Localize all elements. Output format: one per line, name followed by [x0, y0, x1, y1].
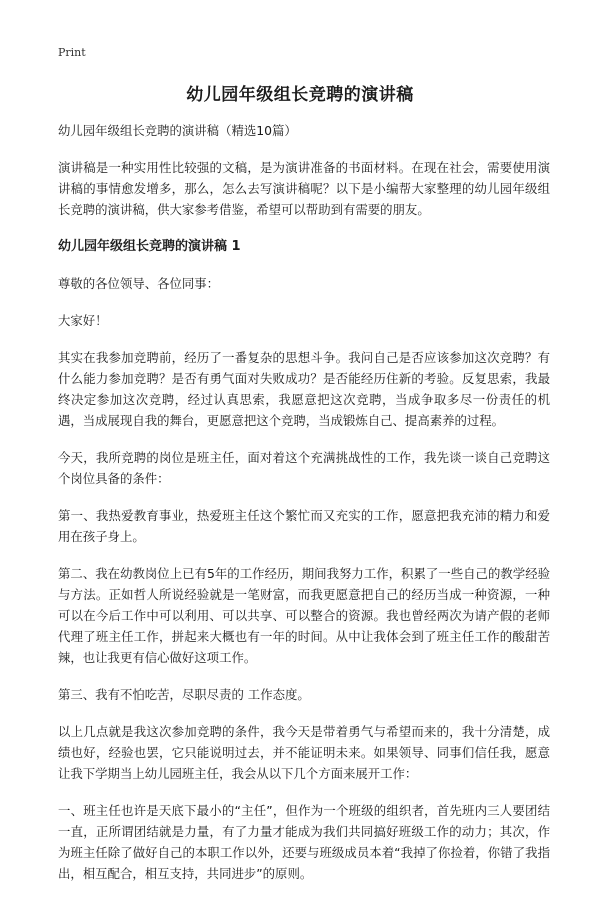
- body-paragraph: 第一、我热爱教育事业，热爱班主任这个繁忙而又充实的工作，愿意把我充沛的精力和爱用在孩子身上。: [58, 508, 550, 544]
- body-paragraph: 其实在我参加竞聘前，经历了一番复杂的思想斗争。我问自己是否应该参加这次竞聘？有什么能力参加竞聘？是否有勇气面对失败成功？是否能经历住新的考验。反复思索，我最终决定参加这次竞聘，经过认真思索，我愿意把这次竞聘，当成争取多尽一份责任的机遇，当成展现自我的舞台，更愿意把这个竞聘，当成锻炼自己、提高素养的过程。: [58, 350, 550, 428]
- body-paragraph: 第二、我在幼教岗位上已有5年的工作经历，期间我努力工作，积累了一些自己的教学经验与方法。正如哲人所说经验就是一笔财富，而我更愿意把自己的经历当成一种资源，一种可以在今后工作中可以利用、可以共享、可以整合的资源。我也曾经两次为请产假的老师代理了班主任工作，拼起来大概也有一年的时间。从中让我体会到了班主任工作的酸甜苦辣，也让我更有信心做好这项工作。: [58, 566, 550, 665]
- section-heading: 幼儿园年级组长竞聘的演讲稿 1: [58, 239, 241, 254]
- article-body: [58, 120, 550, 900]
- body-paragraph: 第三、我有不怕吃苦，尽职尽责的 工作态度。: [58, 687, 310, 702]
- body-paragraph: 以上几点就是我这次参加竞聘的条件，我今天是带着勇气与希望而来的，我十分清楚，成绩也好，经验也罢，它只能说明过去，并不能证明未来。如果领导、同事们信任我，愿意让我下学期当上幼儿园班主任，我会从以下几个方面来展开工作：: [58, 724, 550, 781]
- salutation: 尊敬的各位领导、各位同事：: [58, 276, 220, 291]
- greeting: 大家好！: [58, 313, 108, 328]
- page-title: 幼儿园年级组长竞聘的演讲稿: [186, 85, 414, 105]
- print-link[interactable]: Print: [58, 46, 86, 59]
- article-subtitle: 幼儿园年级组长竞聘的演讲稿（精选10篇）: [58, 123, 297, 138]
- body-paragraph: 今天，我所竞聘的岗位是班主任，面对着这个充满挑战性的工作，我先谈一谈自己竞聘这个岗位具备的条件：: [58, 450, 550, 486]
- intro-paragraph: 演讲稿是一种实用性比较强的文稿，是为演讲准备的书面材料。在现在社会，需要使用演讲稿的事情愈发增多，那么，怎么去写演讲稿呢？以下是小编帮大家整理的幼儿园年级组长竞聘的演讲稿，供大家参考借鉴，希望可以帮助到有需要的朋友。: [58, 160, 550, 217]
- body-paragraph: 一、班主任也许是天底下最小的“主任”，但作为一个班级的组织者，首先班内三人要团结一直，正所谓团结就是力量，有了力量才能成为我们共同搞好班级工作的动力；其次，作为班主任除了做好自己的本职工作以外，还要与班级成员本着“我掉了你捡着，你错了我指出，相互配合，相互支持，共同进步”的原则。: [58, 803, 550, 881]
